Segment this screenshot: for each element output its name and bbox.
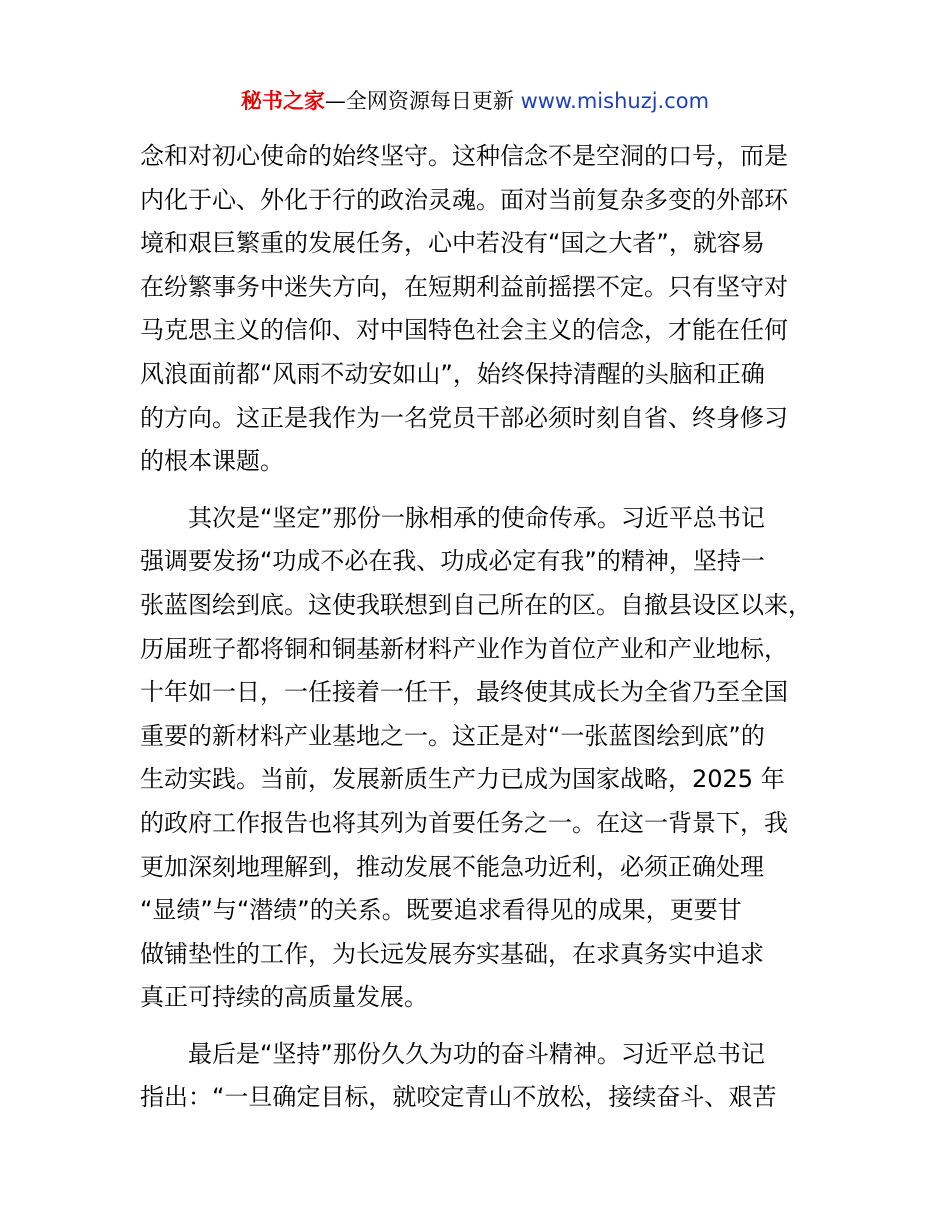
text-line: 念和对初心使命的始终坚守。这种信念不是空洞的口号，而是 [140, 142, 788, 170]
text-line: 强调要发扬“功成不必在我、功成必定有我”的精神，坚持一 [140, 547, 765, 576]
text-line: 其次是“坚定”那份一脉相承的使命传承。习近平总书记 [188, 503, 765, 532]
page-header [0, 84, 950, 118]
text-line: 历届班子都将铜和铜基新材料产业作为首位产业和产业地标， [140, 634, 788, 663]
text-line: 风浪面前都“风雨不动安如山”，始终保持清醒的头脑和正确 [140, 359, 765, 388]
site-url[interactable]: www.mishuzj.com [520, 89, 710, 113]
text-line: 真正可持续的高质量发展。 [140, 983, 428, 1012]
text-line: 更加深刻地理解到，推动发展不能急功近利，必须正确处理 [140, 852, 764, 881]
text-line: 十年如一日，一任接着一任干，最终使其成长为全省乃至全国 [140, 678, 788, 707]
text-line: 生动实践。当前，发展新质生产力已成为国家战略，2025 年 [140, 765, 785, 794]
paragraph-1 [140, 135, 820, 484]
text-line: 的方向。这正是我作为一名党员干部必须时刻自省、终身修习 [140, 403, 788, 432]
text-line: 的根本课题。 [140, 447, 284, 476]
text-line: 境和艰巨繁重的发展任务，心中若没有“国之大者”，就容易 [140, 229, 765, 258]
text-line: 内化于心、外化于行的政治灵魂。面对当前复杂多变的外部环 [140, 185, 788, 214]
text-line: “显绩”与“潜绩”的关系。既要追求看得见的成果，更要甘 [140, 896, 742, 925]
text-line: 张蓝图绘到底。这使我联想到自己所在的区。自撤县设区以来， [140, 590, 812, 619]
text-line: 在纷繁事务中迷失方向，在短期利益前摇摆不定。只有坚守对 [140, 272, 788, 301]
text-line: 重要的新材料产业基地之一。这正是对“一张蓝图绘到底”的 [140, 721, 765, 750]
document-body [140, 135, 820, 1120]
text-line: 马克思主义的信仰、对中国特色社会主义的信念，才能在任何 [140, 316, 788, 345]
text-line: 最后是“坚持”那份久久为功的奋斗精神。习近平总书记 [188, 1039, 765, 1068]
paragraph-gap [140, 484, 820, 497]
site-tagline: —全网资源每日更新 [324, 89, 514, 113]
site-brand: 秘书之家 [240, 89, 325, 113]
text-line: 指出：“一旦确定目标，就咬定青山不放松，接续奋斗、艰苦 [140, 1083, 777, 1112]
paragraph-2 [140, 497, 820, 1020]
paragraph-gap [140, 1020, 820, 1033]
text-line: 做铺垫性的工作，为长远发展夯实基础，在求真务实中追求 [140, 939, 764, 968]
text-line: 的政府工作报告也将其列为首要任务之一。在这一背景下，我 [140, 808, 788, 837]
paragraph-3 [140, 1033, 820, 1120]
